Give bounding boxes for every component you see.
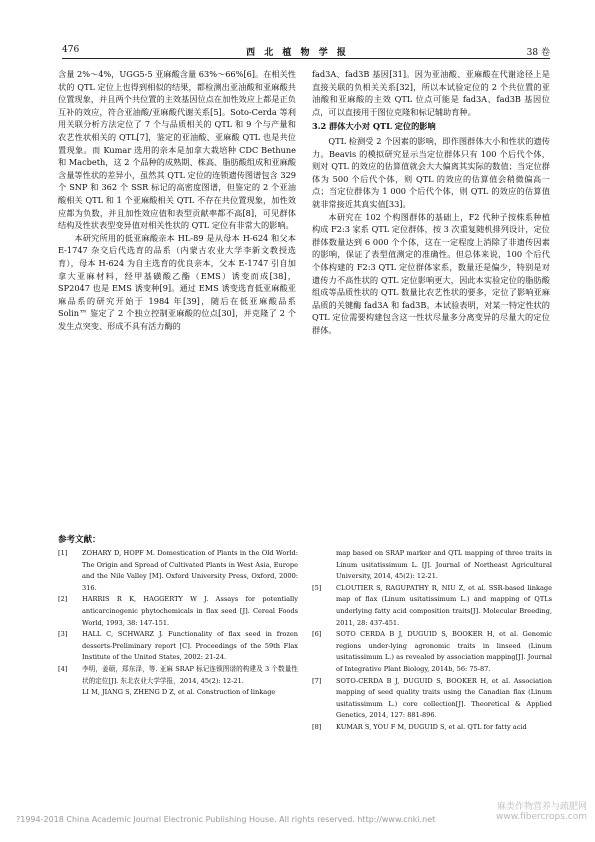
reference-item — [312, 548, 552, 583]
paragraph: 含量 2%～4%，UGG5-5 亚麻酸含量 63%～66%[6]。在相关性状的 QTL 定位上也得到相似的结果，都检测出亚油酸和亚麻酸共位置现象，并且两个共位置的主效基因位点在加性效应上都是正负互补的效应，符合亚油酸/亚麻酸代谢关系[5]。Soto-Cerda 等利用关联分析方法定位了 7 个与品质相关的 QTL 和 9 个与产量和农艺性状相关的 QTL[7]，鉴定的亚油酸、亚麻酸 QTL 也是共位置现象。而 Kumar 选用的亲本是加拿大栽培种 CDC Bethune 和 Macbeth，这 2 个品种的成熟期、株高、脂肪酸组成和亚麻酸含量等性状的差异小，虽然其 QTL 定位的连锁遗传图谱包含 329 个 SNP 和 362 个 SSR 标记的高密度图谱，但鉴定的 2 个亚油酸相关 QTL 和 1 个亚麻酸相关 QTL 不存在共位置现象，加性效应都为负数，并且加性效应值和表型贡献率都不高[8]，可见群体结构及性状表型变异值对相关性状的 QTL 定位有非常大的影响。 — [58, 69, 296, 231]
paragraph: 本研究所用的低亚麻酸亲本 HL-89 是从母本 H-624 和父本 E-1747 杂交后代选育的品系（内蒙古农业大学李新文教授选育），母本 H-624 为自主选育的优良亲本，父本 E-1747 引自加拿大亚麻材料，经甲基磺酸乙酯（EMS）诱变而成[38]，SP2047 也是 EMS 诱变种[9]。通过 EMS 诱变选育低亚麻酸亚麻品系的研究开始于 1984 年[39]，随后在低亚麻酸品系 Solin™ 鉴定了 2 个独立控制亚麻酸的位点[30]，并克隆了 2 个发生点突变、形成不具有活力酶的 — [58, 232, 296, 331]
reference-number — [312, 548, 336, 583]
references-title: 参考文献： — [58, 535, 101, 545]
reference-number: [4] — [58, 664, 68, 673]
right-column — [312, 68, 550, 336]
reference-number: [6] — [312, 630, 322, 639]
reference-item — [312, 676, 552, 722]
reference-text: HARRIS R K, HAGGERTY W J. Assays for potentially anticarcinogenic phytochemicals in flax seed [J]. Cereal Foods World, 1993, 38: 147-151. — [82, 595, 298, 627]
reference-item — [312, 629, 552, 675]
reference-text: ZOHARY D, HOPF M. Domestication of Plants in the Old World: The Origin and Spread of Cultivated Plants in West Asia, Europe and the Nile Valley [M]. Oxford University Press, Oxford, 2000: 316. — [82, 549, 298, 592]
page-number: 476 — [62, 45, 80, 55]
header-rule — [62, 58, 550, 59]
reference-item — [58, 594, 298, 629]
references-right — [312, 548, 552, 734]
section-heading: 3.2 群体大小对 QTL 定位的影响 — [312, 121, 436, 132]
volume-label: 38 卷 — [526, 48, 550, 58]
reference-text: map based on SRAP marker and QTL mapping of three traits in Linum usitatissimum L. [J]. Journal of Northeast Agricultural University, 2014, 45(2): 12-21. — [336, 549, 552, 581]
reference-text: HALL C, SCHWARZ J. Functionality of flax seed in frozen desserts-Preliminary report [C]. Proceedings of the 59th Flax Institute of the United States, 2002: 21-24. — [82, 630, 298, 662]
reference-number: [7] — [312, 676, 322, 685]
reference-item — [58, 687, 298, 699]
left-column — [58, 68, 296, 332]
watermark-url: www.fibercrops.com — [496, 812, 587, 822]
reference-text: CLOUTIER S, RAGUPATHY R, NIU Z, et al. SSR-based linkage map of flax (Linum usitatissimum L.) and mapping of QTLs underlying fatty acid composition traits[J]. Molecular Breeding, 2011, 28: 437-451. — [336, 583, 552, 627]
reference-number — [58, 687, 82, 699]
reference-text: 李明，姜硕，郑东泽，等. 亚麻 SRAP 标记连锁图谱的构建及 3 个数量性状的定位[J]. 东北农业大学学报，2014, 45(2): 12-21. — [82, 664, 298, 685]
reference-text: SOTO CERDA B J, DUGUID S, BOOKER H, et al. Genomic regions under-lying agronomic traits in linseed (Linum usitatissimum L.) as revealed by association mapping[J]. Journal of Integrative Plant Biology, 2014b, 56: 75-87. — [336, 630, 552, 673]
reference-item — [58, 548, 298, 594]
reference-item — [312, 722, 552, 734]
reference-number: [2] — [58, 595, 68, 604]
watermark — [496, 799, 587, 822]
reference-number: [8] — [312, 722, 322, 731]
references-left — [58, 548, 298, 699]
reference-text: SOTO-CERDA B J, DUGUID S, BOOKER H, et al. Association mapping of seed quality traits using the Canadian flax (Linum usitatissimum L.) core collection[J]. Theoretical & Applied Genetics, 2014, 127: 881-896. — [336, 676, 552, 720]
reference-number: [5] — [312, 583, 322, 592]
watermark-title: 麻类作物营养与疏肥网 — [496, 802, 587, 812]
reference-item — [58, 664, 298, 687]
journal-title: 西 北 植 物 学 报 — [246, 48, 349, 58]
reference-text: KUMAR S, YOU F M, DUGUID S, et al. QTL for fatty acid — [336, 722, 527, 731]
reference-item — [58, 629, 298, 664]
paragraph: fad3A、fad3B 基因[31]。因为亚油酸、亚麻酸在代谢途径上是直接关联的负相关关系[32]，所以本试验定位的 2 个共位置的亚油酸和亚麻酸的主效 QTL 位点可能是 fad3A、fad3B 基因位点，可以直接用于图位克隆和标记辅助育种。 — [312, 69, 550, 117]
paragraph: 本研究在 102 个构图群体的基础上，F2 代种子按株系种植构成 F2:3 家系 QTL 定位群体，按 3 次重复随机排列设计，定位群体数量达到 6 000 个个体，这在一定程度上消除了非遗传因素的影响，保证了表型值测定的准确性。但总体来说，100 个后代个体构建的 F2:3 QTL 定位群体家系，数量还是偏少，特别是对遗传力不高性状的 QTL 定位影响更大，因此本实验定位的脂肪酸组成等品质性状的 QTL 数量比农艺性状的要多，定位了影响亚麻品质的关键酶 fad3A 和 fad3B。本试验表明，对某一特定性状的 QTL 定位需要构建包含这一性状尽量多分离变异的尽量大的定位群体。 — [312, 211, 550, 335]
reference-item — [312, 583, 552, 629]
copyright-footer: ?1994-2018 China Academic Journal Electronic Publishing House. All rights reserved. http://www.cnki.net — [16, 815, 436, 824]
reference-text: LI M, JIANG S, ZHENG D Z, et al. Construction of linkage — [82, 688, 276, 697]
reference-number: [1] — [58, 549, 68, 557]
paragraph: QTL 检测受 2 个因素的影响，即作图群体大小和性状的遗传力。Beavis 的模拟研究显示当定位群体只有 100 个后代个体，则对 QTL 的效应的估算值就会大大偏离其实际的数值；当定位群体为 500 个后代个体，则 QTL 的效应的估算值会稍微偏高一点；当定位群体为 1 000 个后代个体，则 QTL 的效应的估算值就非常接近其真实值[33]。 — [312, 135, 550, 209]
reference-number: [3] — [58, 630, 68, 639]
